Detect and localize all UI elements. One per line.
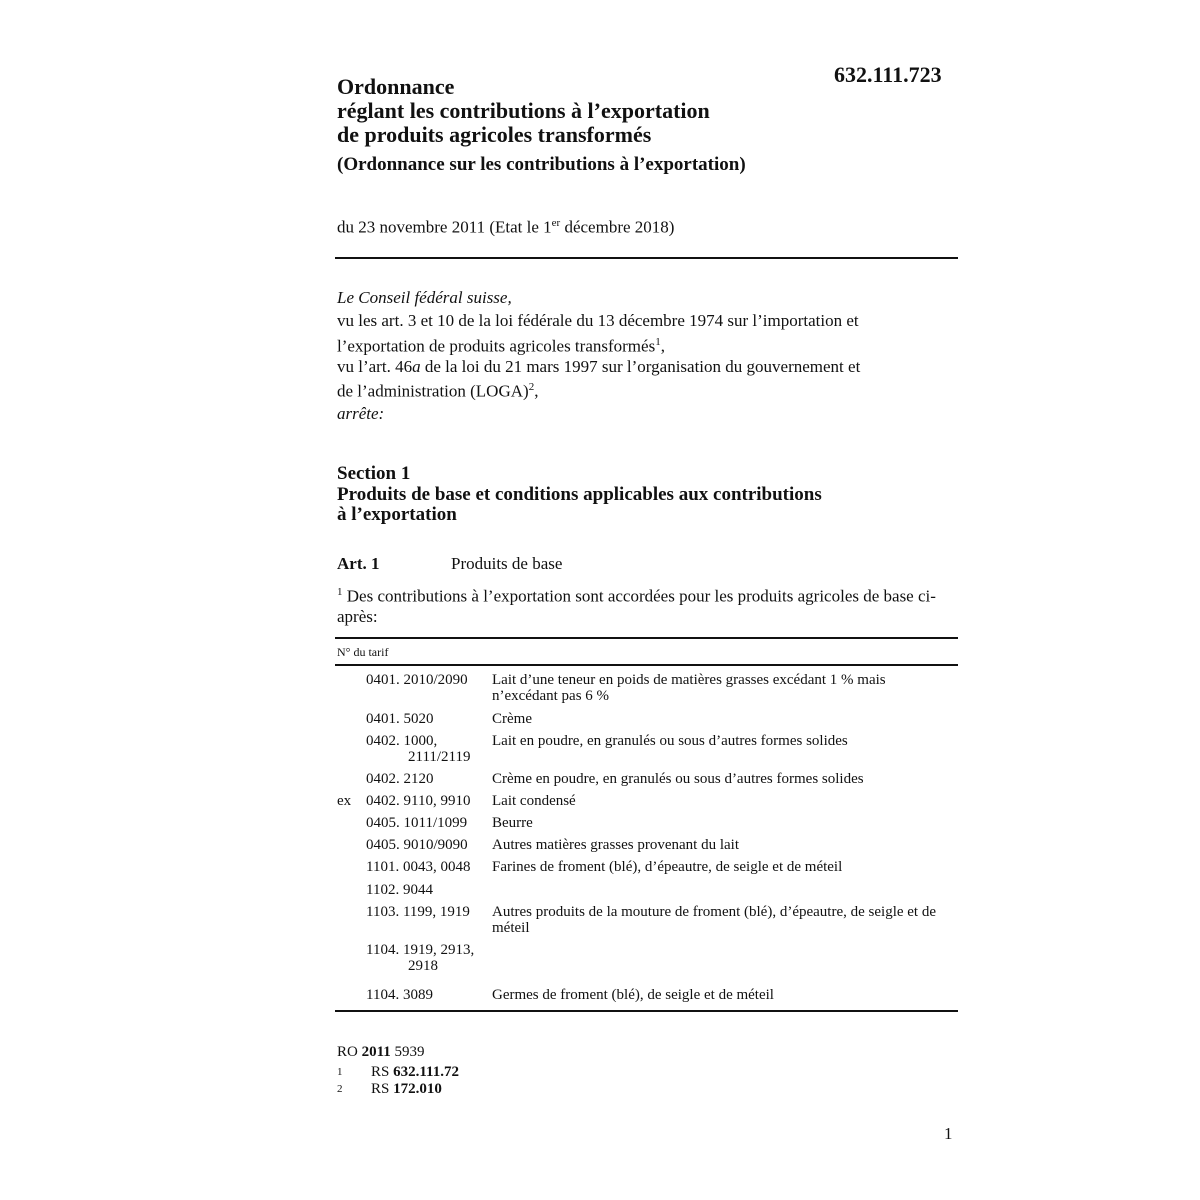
preamble-authority: Le Conseil fédéral suisse, [337, 288, 512, 307]
preamble-line-1: vu les art. 3 et 10 de la loi fédérale du 13 décembre 1974 sur l’importation et [337, 311, 859, 331]
date-superscript: er [551, 217, 561, 229]
table-bottom-rule [335, 1010, 958, 1012]
page-number: 1 [944, 1124, 953, 1143]
tariff-code-line-1: 0402. 9110, 9910 [366, 793, 471, 809]
product-description: Lait d’une teneur en poids de matières grasses excédant 1 % mais n’excédant pas 6 % [492, 672, 886, 704]
footnote-1-link[interactable]: 632.111.72 [393, 1064, 459, 1080]
title-line-3: de produits agricoles transformés [337, 122, 652, 147]
product-description: Crème [492, 711, 532, 727]
tariff-code [366, 771, 486, 787]
tariff-code-line-1: 1102. 9044 [366, 882, 433, 898]
table-header-tariff-no: N° du tarif [337, 645, 389, 659]
product-description: Autres produits de la mouture de froment (blé), d’épeautre, de seigle et de méteil [492, 904, 937, 936]
tariff-code [366, 882, 486, 898]
product-description: Farines de froment (blé), d’épeautre, de seigle et de méteil [492, 859, 843, 875]
footnote-1 [337, 1064, 737, 1081]
tariff-code [366, 733, 486, 765]
tariff-code-line-2: 2111/2119 [408, 749, 471, 765]
tariff-code-line-1: 0405. 1011/1099 [366, 815, 468, 831]
tariff-code-line-2: 2918 [408, 958, 438, 974]
product-description: Beurre [492, 815, 533, 831]
preamble-line-4-text: de l’administration (LOGA) [337, 381, 529, 401]
article-number: Art. 1 [337, 554, 380, 573]
product-description: Autres matières grasses provenant du lait [492, 837, 740, 853]
footnote-2-prefix: RS [371, 1081, 394, 1097]
header-divider [335, 257, 958, 259]
footnote-2-link[interactable]: 172.010 [393, 1081, 442, 1097]
footnote-1-prefix: RS [371, 1064, 394, 1080]
section-title-line-2: à l’exportation [337, 504, 457, 525]
preamble-decree: arrête: [337, 403, 385, 423]
ro-reference [337, 1044, 737, 1061]
preamble-line-3 [337, 357, 957, 377]
paragraph-number: 1 [337, 586, 343, 598]
preamble-line-3-pre: vu l’art. 46 [337, 356, 413, 376]
tariff-code-line-1: 0402. 2120 [366, 771, 434, 787]
article-paragraph [337, 582, 957, 627]
tariff-code-line-1: 0405. 9010/9090 [366, 837, 468, 853]
preamble [337, 288, 957, 424]
tariff-code [366, 859, 486, 875]
footnote-2-number: 2 [337, 1083, 343, 1095]
ordinance-subtitle: (Ordonnance sur les contributions à l’exportation) [337, 154, 746, 175]
document-number: 632.111.723 [834, 62, 942, 87]
preamble-line-4 [337, 377, 957, 402]
title-line-1: Ordonnance [337, 74, 455, 99]
tariff-code [366, 987, 486, 1003]
footnote-ref-2[interactable]: 2 [528, 380, 535, 393]
tariff-code-line-1: 0401. 2010/2090 [366, 672, 468, 688]
product-description: Crème en poudre, en granulés ou sous d’autres formes solides [492, 771, 864, 787]
date-line [337, 217, 674, 238]
table-top-rule [335, 637, 958, 639]
ro-prefix: RO [337, 1044, 362, 1060]
preamble-line-3-italic: a [412, 356, 421, 376]
footnote-ref-1[interactable]: 1 [655, 335, 661, 348]
footnotes [337, 1044, 737, 1098]
tariff-code [366, 837, 486, 853]
section-title-line-1: Produits de base et conditions applicables aux contributions [337, 483, 822, 505]
product-description: Lait condensé [492, 793, 576, 809]
tariff-code-line-1: 1103. 1199, 1919 [366, 904, 470, 920]
article-title: Produits de base [451, 554, 563, 573]
tariff-code [366, 711, 486, 727]
tariff-code-line-1: 1104. 3089 [366, 987, 433, 1003]
tariff-code [366, 793, 486, 809]
date-prefix: du 23 novembre 2011 (Etat le 1 [337, 217, 552, 237]
tariff-code [366, 815, 486, 831]
tariff-code-line-1: 0401. 5020 [366, 711, 434, 727]
title-line-2: réglant les contributions à l’exportation [337, 98, 710, 123]
preamble-line-3-post: de la loi du 21 mars 1997 sur l’organisation du gouvernement et [420, 356, 861, 376]
preamble-line-2-end: , [660, 336, 665, 356]
product-description: Germes de froment (blé), de seigle et de méteil [492, 987, 774, 1003]
footnote-1-number: 1 [337, 1066, 343, 1078]
ordinance-title [337, 75, 937, 147]
tariff-code-line-1: 1104. 1919, 2913, [366, 942, 475, 958]
ro-page: 5939 [390, 1044, 425, 1060]
paragraph-text: Des contributions à l’exportation sont accordées pour les produits agricoles de base ci-après: [337, 586, 936, 626]
article-heading [337, 554, 562, 574]
product-description: Lait en poudre, en granulés ou sous d’autres formes solides [492, 733, 848, 749]
footnote-2 [337, 1081, 737, 1098]
tariff-code [366, 942, 486, 974]
preamble-line-2 [337, 332, 957, 357]
section-heading [337, 464, 957, 526]
tariff-prefix: ex [337, 793, 352, 809]
preamble-line-2-text: l’exportation de produits agricoles transformés [337, 336, 656, 356]
section-number: Section 1 [337, 463, 411, 484]
tariff-code [366, 672, 486, 688]
tariff-code-line-1: 0402. 1000, [366, 733, 438, 749]
date-suffix: décembre 2018) [560, 217, 675, 237]
preamble-line-4-end: , [534, 381, 539, 401]
ro-year: 2011 [361, 1044, 391, 1060]
tariff-code [366, 904, 486, 920]
tariff-code-line-1: 1101. 0043, 0048 [366, 859, 471, 875]
table-header-rule [335, 664, 958, 666]
